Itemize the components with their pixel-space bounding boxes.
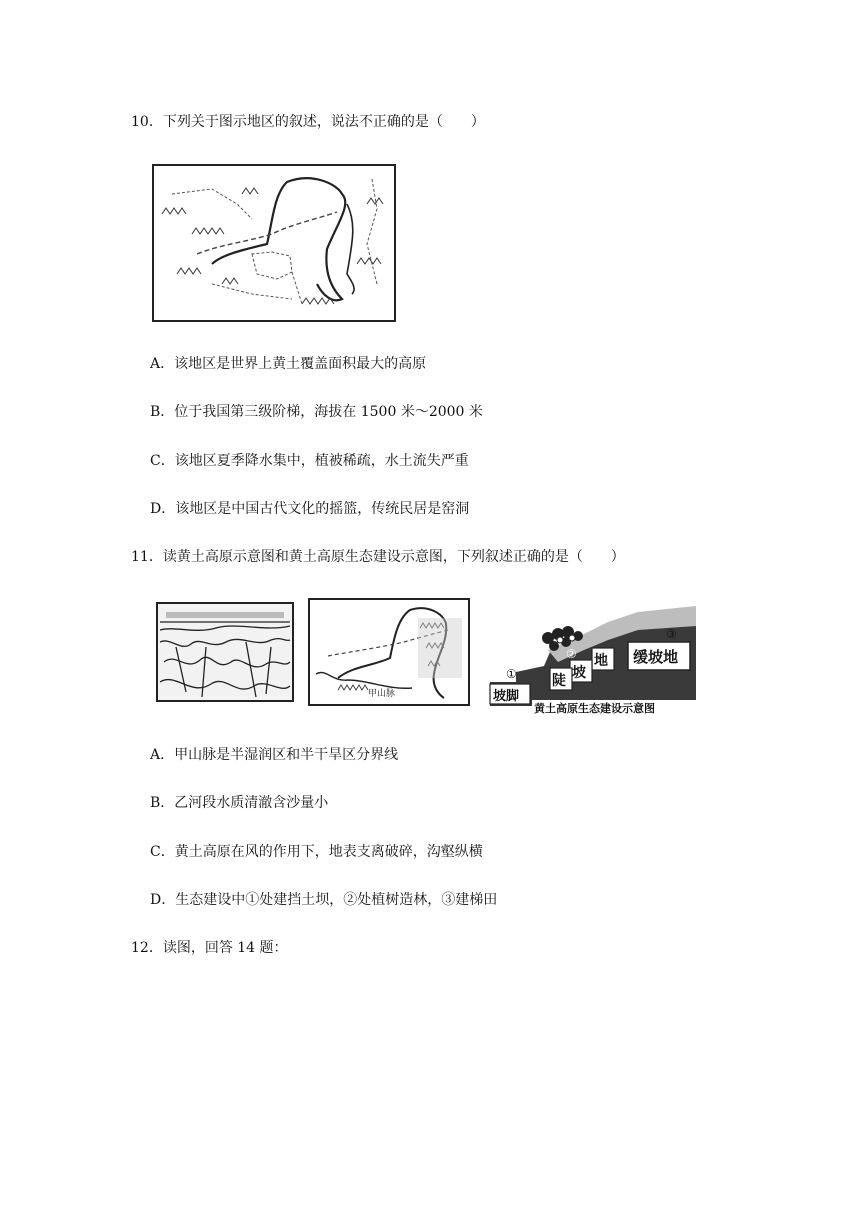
slope-foot-label: 坡脚 xyxy=(493,689,520,704)
gully-landscape-figure xyxy=(156,602,294,702)
question-10-option-d[interactable]: D．该地区是中国古代文化的摇篮，传统民居是窑洞 xyxy=(150,501,470,517)
question-10-stem: 10．下列关于图示地区的叙述，说法不正确的是（ ） xyxy=(131,114,485,130)
steep-label: 陡 xyxy=(552,673,566,689)
question-10-option-c[interactable]: C．该地区夏季降水集中，植被稀疏，水土流失严重 xyxy=(150,453,469,469)
question-10-option-b[interactable]: B．位于我国第三级阶梯，海拔在 1500 米～2000 米 xyxy=(150,404,483,420)
loess-plateau-sketch-map xyxy=(308,598,470,706)
question-11-option-b[interactable]: B．乙河段水质清澈含沙量小 xyxy=(150,795,329,811)
question-11-option-c[interactable]: C．黄土高原在风的作用下，地表支离破碎，沟壑纵横 xyxy=(150,844,483,860)
marker-2: ② xyxy=(566,647,577,661)
land-label: 地 xyxy=(594,653,608,669)
question-11-option-d[interactable]: D．生态建设中①处建挡土坝，②处植树造林，③建梯田 xyxy=(150,892,498,908)
ecological-construction-diagram xyxy=(488,606,698,716)
question-12-stem: 12．读图，回答 14 题： xyxy=(131,940,288,956)
diagram-caption: 黄土高原生态建设示意图 xyxy=(534,702,655,715)
slope-char-label: 坡 xyxy=(572,665,586,681)
marker-3: ③ xyxy=(666,627,677,641)
mountain-jia-label: 甲山脉 xyxy=(368,689,396,699)
loess-plateau-map-figure xyxy=(152,164,396,322)
marker-1: ① xyxy=(506,667,517,681)
question-11-option-a[interactable]: A．甲山脉是半湿润区和半干旱区分界线 xyxy=(150,747,399,763)
gentle-slope-label: 缓坡地 xyxy=(633,648,679,666)
question-11-stem: 11．读黄土高原示意图和黄土高原生态建设示意图，下列叙述正确的是（ ） xyxy=(131,549,625,565)
question-10-option-a[interactable]: A．该地区是世界上黄土覆盖面积最大的高原 xyxy=(150,356,427,372)
